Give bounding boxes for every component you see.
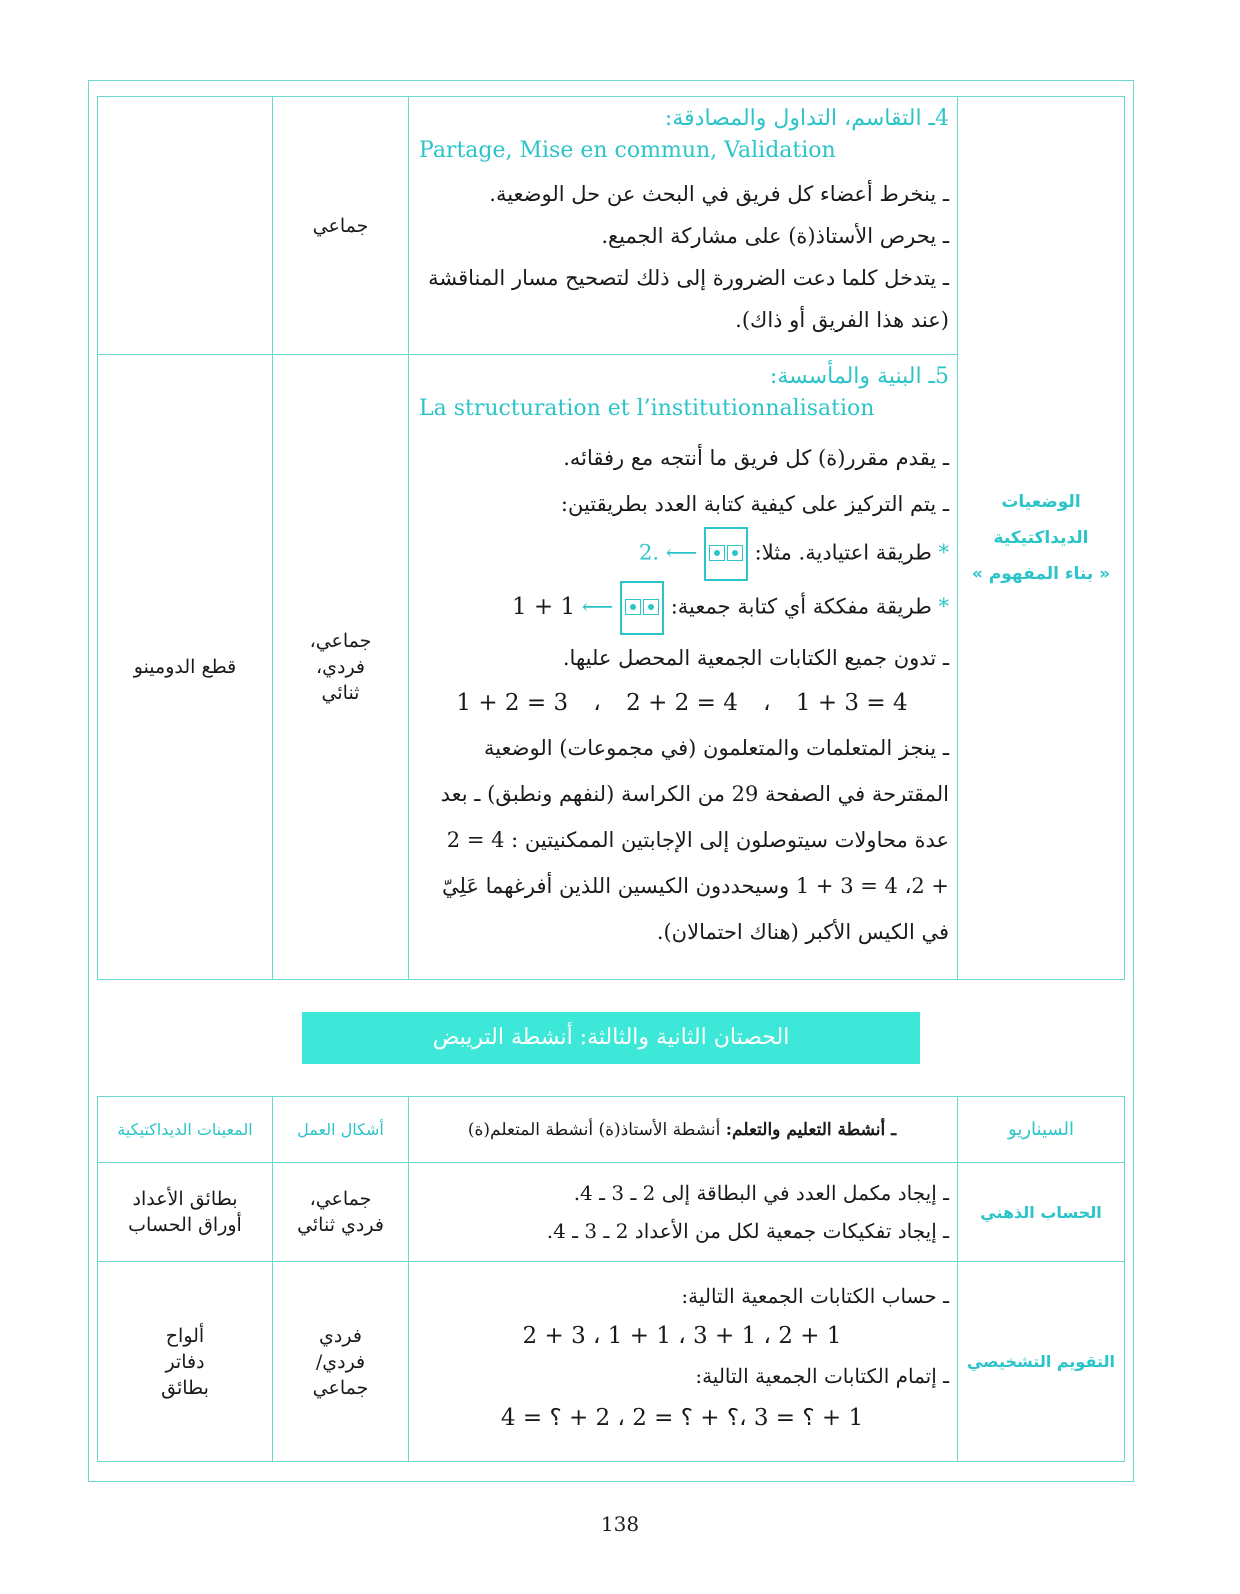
work-form-cell <box>273 97 409 355</box>
activity-line: ـ ينخرط أعضاء كل فريق في البحث عن حل الوضعية. <box>489 182 949 206</box>
header-resources: المعينات الديداكتيكية <box>98 1097 273 1163</box>
work-form-line: جماعي، <box>309 630 372 652</box>
activities-cell <box>409 355 958 980</box>
work-form-line: فردي ثنائي <box>297 1214 384 1236</box>
resources-cell <box>98 1163 273 1262</box>
label-mental-calc: الحساب الذهني <box>958 1163 1125 1262</box>
activity-line: ـ إيجاد مكمل العدد في البطاقة إلى 2 ـ 3 ـ 4. <box>573 1181 949 1205</box>
activity-line: ـ يتدخل كلما دعت الضرورة إلى ذلك لتصحيح مسار المناقشة <box>428 266 949 290</box>
work-form-cell <box>273 355 409 980</box>
table2-header-row <box>98 1097 1125 1163</box>
paragraph-line: في الكيس الأكبر (هناك احتمالان). <box>656 920 949 944</box>
resources-cell <box>98 1262 273 1462</box>
activity-line: ـ تدون جميع الكتابات الجمعية المحصل عليها. <box>562 646 949 670</box>
section-title-fr: La structuration et l’institutionnalisation <box>419 396 875 421</box>
work-form-line: فردي/ <box>315 1350 366 1373</box>
domino-icon <box>704 527 748 581</box>
resource-line: دفاتر <box>165 1350 205 1373</box>
activity-line: ـ يتم التركيز على كيفية كتابة العدد بطريقتين: <box>560 492 949 516</box>
method-additive: * طريقة مفككة أي كتابة جمعية: ⟵ 1 + 1 <box>415 581 949 635</box>
activity-line: ـ يحرص الأستاذ(ة) على مشاركة الجميع. <box>601 224 949 248</box>
work-form-line: جماعي <box>312 1376 369 1399</box>
session-banner: الحصتان الثانية والثالثة: أنشطة التريبض <box>302 1012 920 1064</box>
star-icon: * <box>938 594 949 619</box>
arrow-left-icon: ⟵ <box>581 595 614 620</box>
table2-row-mental <box>98 1163 1125 1262</box>
section-title: 4ـ التقاسم، التداول والمصادقة: <box>664 106 949 131</box>
header-activities: ـ أنشطة التعليم والتعلم: أنشطة الأستاذ(ة) أنشطة المتعلم(ة) <box>409 1097 958 1163</box>
resource-line: بطائق الأعداد <box>132 1188 238 1210</box>
left-label-cell <box>958 97 1125 980</box>
table2-row-diagnostic <box>98 1262 1125 1462</box>
work-form-cell <box>273 1163 409 1262</box>
label-line: الوضعيات <box>1001 492 1081 512</box>
work-form-line: ثنائي <box>321 682 360 704</box>
paragraph-line: + 2، 4 = 3 + 1 وسيحددون الكيسين اللذين أفرغهما عَلِيّ <box>442 874 949 898</box>
equations-line: 1 + 3 = 4 ، 2 + 2 = 4 ، 1 + 2 = 3 <box>456 690 908 716</box>
label-diagnostic: التقويم التشخيصي <box>958 1262 1125 1462</box>
domino-icon <box>620 581 664 635</box>
math-line: 1 + ؟ = 3 ،؟ + ؟ = 2 ، 2 + ؟ = 4 <box>500 1405 864 1431</box>
math-line: 1 + 2 ، 1 + 3 ، 1 + 1 ، 3 + 2 <box>522 1323 842 1349</box>
header-scenario: السيناريو <box>958 1097 1125 1163</box>
resources-cell <box>98 97 273 355</box>
arrow-left-icon: ⟵ <box>665 541 698 566</box>
section-title: 5ـ البنية والمأسسة: <box>769 364 949 389</box>
paragraph-line: المقترحة في الصفحة 29 من الكراسة (لنفهم ونطبق) ـ بعد <box>440 782 949 806</box>
resource-line: أوراق الحساب <box>128 1214 242 1236</box>
method-usual: * طريقة اعتيادية. مثلا: ⟵ .2 <box>415 527 949 581</box>
resource-line: ألواح <box>165 1324 205 1347</box>
lesson-table-2 <box>97 1096 1125 1462</box>
section-title-fr: Partage, Mise en commun, Validation <box>419 138 836 163</box>
table1-row-sharing <box>98 97 1125 355</box>
activity-line: ـ حساب الكتابات الجمعية التالية: <box>681 1284 949 1308</box>
activities-cell <box>409 1163 958 1262</box>
activity-line: ـ إتمام الكتابات الجمعية التالية: <box>695 1364 949 1388</box>
page-number: 138 <box>600 1512 640 1536</box>
activities-cell <box>409 1262 958 1462</box>
resource-line: بطائق <box>161 1376 209 1399</box>
work-form-line: فردي <box>319 1324 362 1347</box>
work-form-cell <box>273 1262 409 1462</box>
resources-cell <box>98 355 273 980</box>
activities-cell <box>409 97 958 355</box>
label-line: الديداكتيكية <box>993 528 1089 548</box>
work-form-line: جماعي، <box>309 1188 372 1210</box>
paragraph-line: ـ ينجز المتعلمات والمتعلمون (في مجموعات) الوضعية <box>483 736 949 760</box>
work-form-line: فردي، <box>315 656 366 678</box>
label-line: « بناء المفهوم » <box>971 564 1111 584</box>
work-form-text: جماعي <box>312 214 369 237</box>
activity-line: ـ إيجاد تفكيكات جمعية لكل من الأعداد 2 ـ 3 ـ 4. <box>546 1219 949 1243</box>
activity-line: (عند هذا الفريق أو ذاك). <box>735 308 949 332</box>
activity-line: ـ يقدم مقرر(ة) كل فريق ما أنتجه مع رفقائه. <box>563 446 949 470</box>
header-work-forms: أشكال العمل <box>273 1097 409 1163</box>
paragraph-line: عدة محاولات سيتوصلون إلى الإجابتين الممكنيتين : 4 = 2 <box>446 828 949 852</box>
star-icon: * <box>938 540 949 565</box>
lesson-table-1 <box>97 96 1125 980</box>
resources-text: قطع الدومينو <box>133 656 237 678</box>
